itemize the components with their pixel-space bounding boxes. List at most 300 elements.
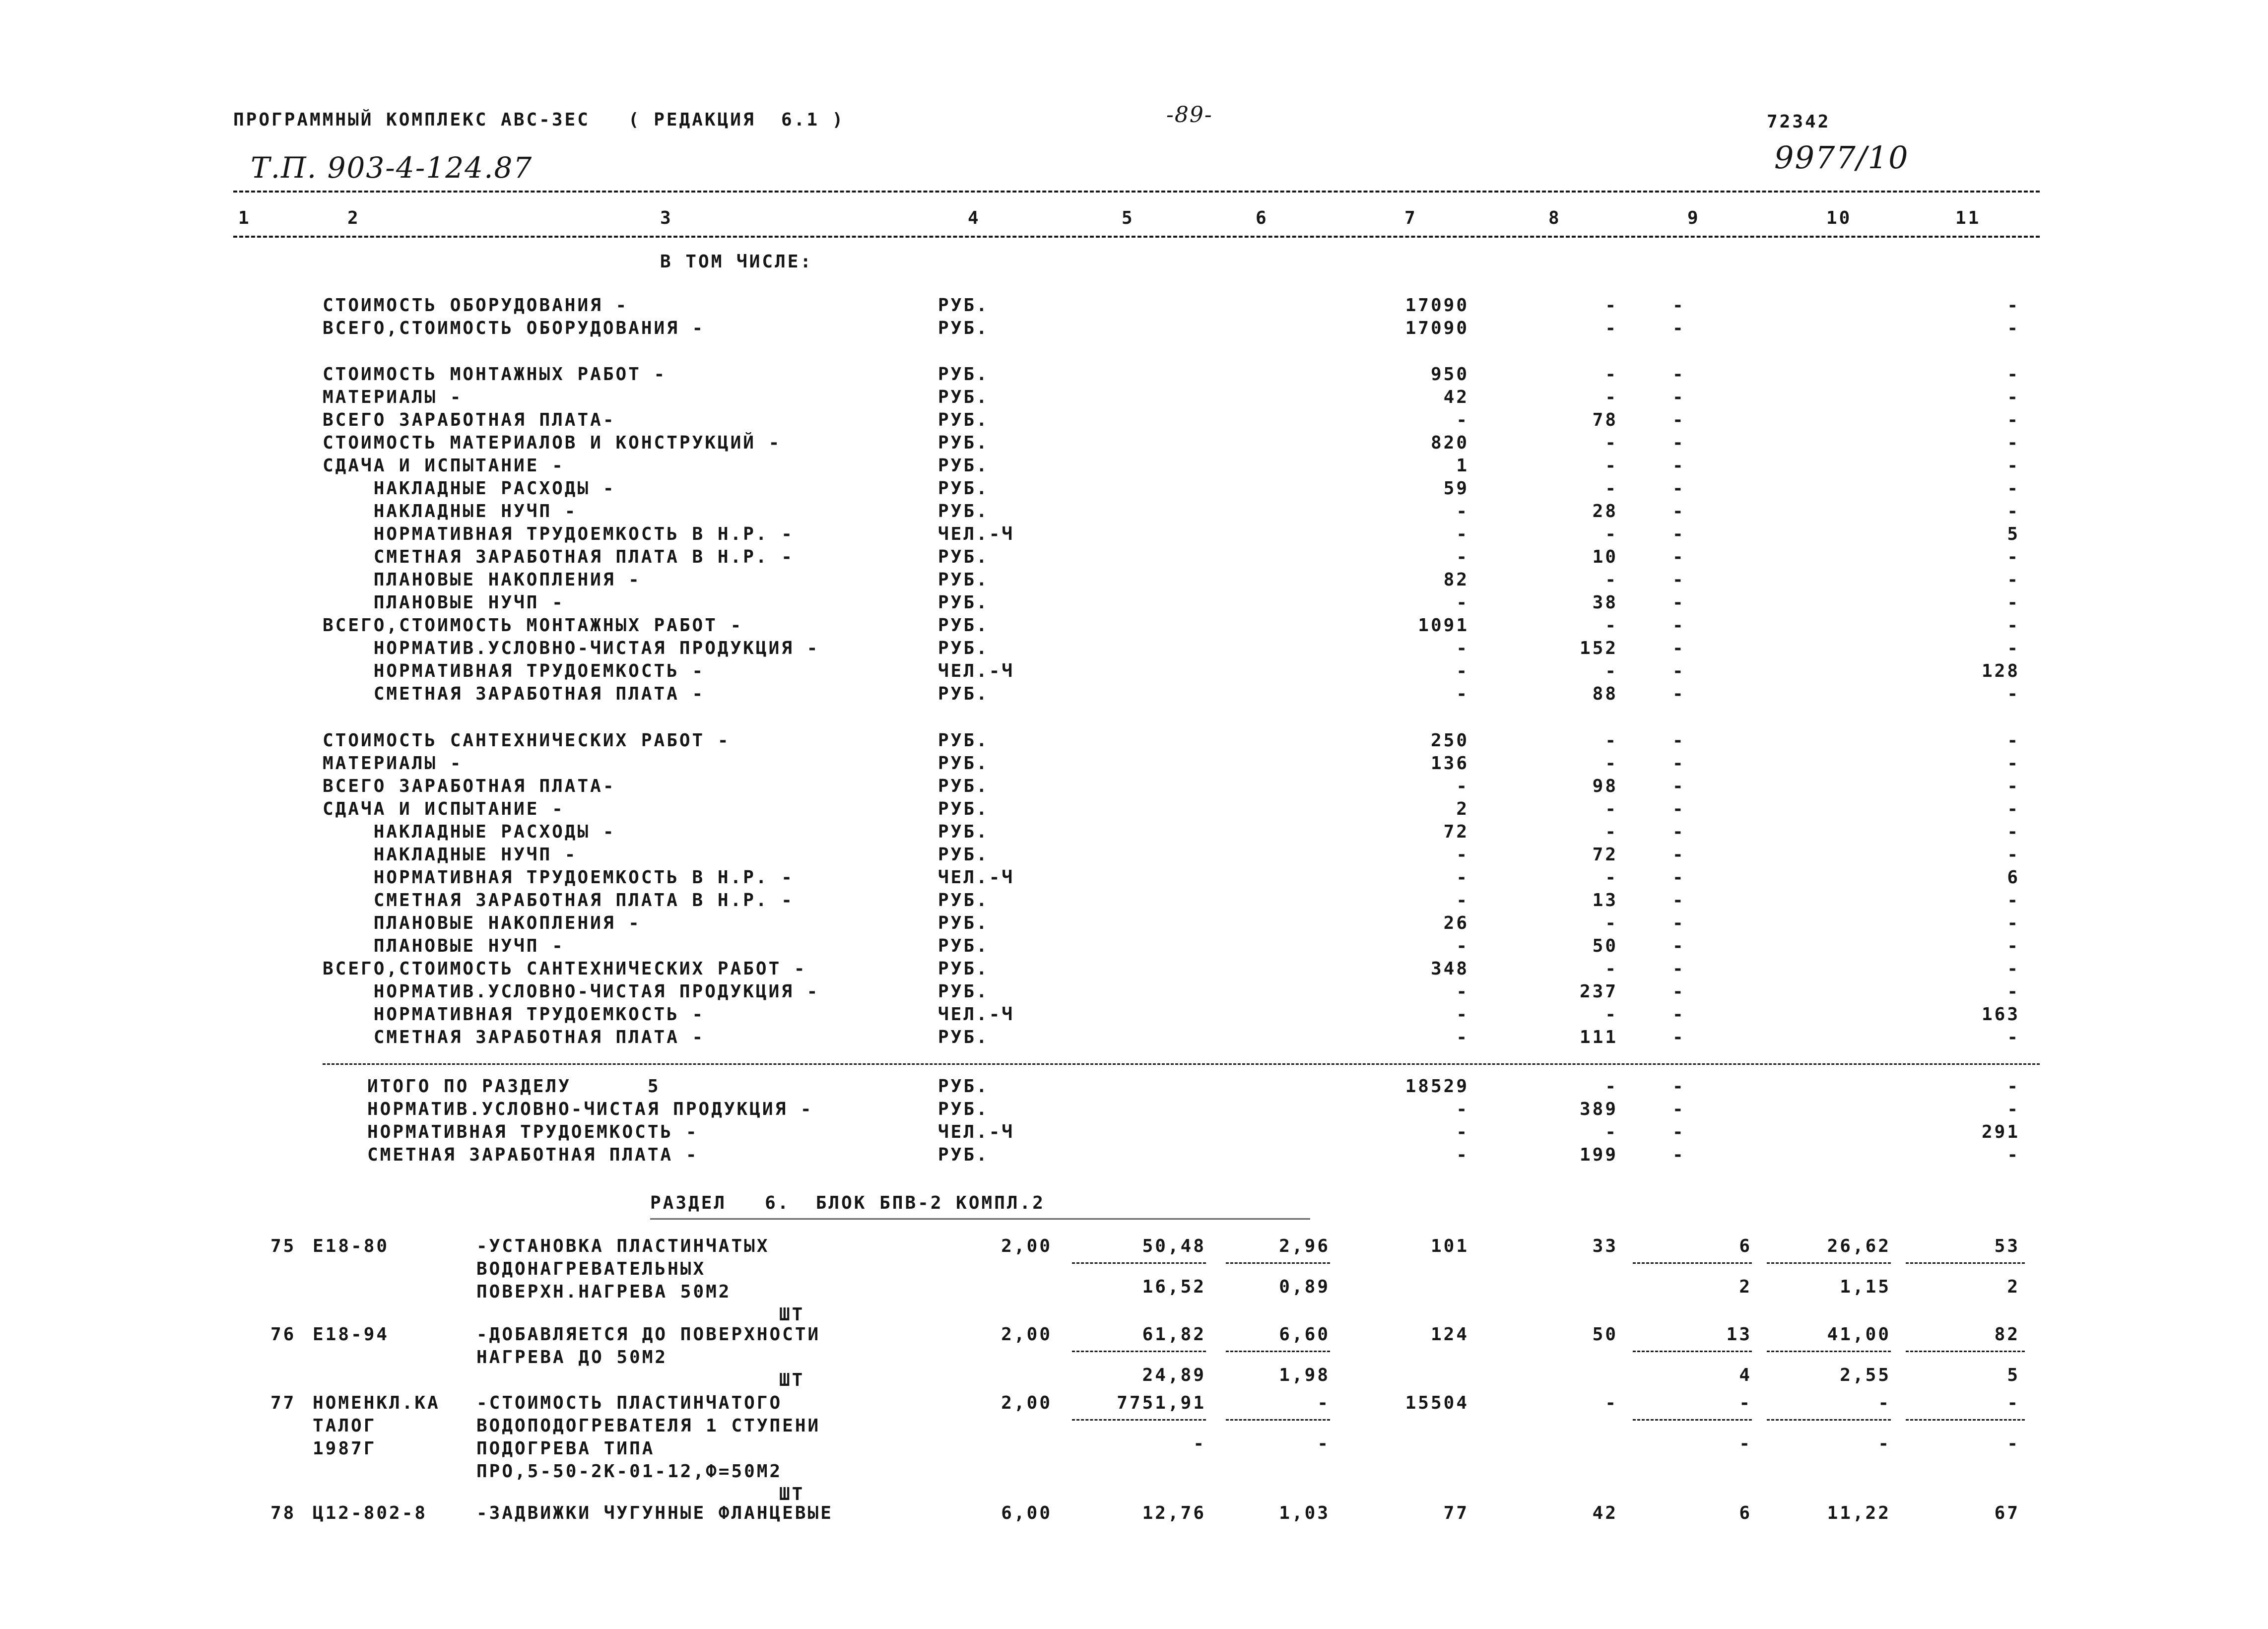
row-label: НАКЛАДНЫЕ РАСХОДЫ - — [323, 822, 616, 842]
cell-col11-sub: 5 — [2007, 1365, 2020, 1385]
cell-col7: - — [1456, 1004, 1469, 1025]
cell-col8: 42 — [1592, 1503, 1618, 1523]
cell-col11: - — [2007, 1076, 2020, 1097]
cell-qty: 2,00 — [1001, 1393, 1052, 1413]
cell-col9: - — [1672, 478, 1685, 499]
cell-col7: - — [1456, 410, 1469, 430]
cell-divider — [1767, 1351, 1891, 1352]
cell-col11: - — [2007, 981, 2020, 1002]
cell-col8: 152 — [1579, 638, 1618, 658]
cell-col9: - — [1672, 661, 1685, 681]
cell-col8: - — [1605, 615, 1618, 636]
cell-divider — [1072, 1351, 1206, 1352]
cell-divider — [1226, 1262, 1330, 1264]
column-number: 11 — [1955, 208, 1981, 228]
item-description: -СТОИМОСТЬ ПЛАСТИНЧАТОГО — [476, 1393, 783, 1413]
cell-col8: - — [1605, 913, 1618, 933]
cell-col11: 128 — [1981, 661, 2020, 681]
cell-col9: - — [1672, 615, 1685, 636]
item-description: ПОДОГРЕВА ТИПА — [476, 1438, 655, 1459]
project-code: Т.П. 903-4-124.87 — [251, 151, 533, 185]
doc-number: 72342 — [1767, 112, 1831, 132]
cell-col9: 13 — [1726, 1324, 1752, 1345]
cell-col11: - — [2007, 410, 2020, 430]
cell-col8: 33 — [1592, 1236, 1618, 1256]
row-label: ВСЕГО,СТОИМОСТЬ САНТЕХНИЧЕСКИХ РАБОТ - — [323, 959, 807, 979]
cell-col11: - — [2007, 730, 2020, 751]
cell-col8: - — [1605, 661, 1618, 681]
cell-col7: 59 — [1443, 478, 1469, 499]
row-label: ВСЕГО,СТОИМОСТЬ МОНТАЖНЫХ РАБОТ - — [323, 615, 743, 636]
row-label: СМЕТНАЯ ЗАРАБОТНАЯ ПЛАТА - — [323, 1027, 705, 1047]
cell-col7: - — [1456, 936, 1469, 956]
row-unit: РУБ. — [938, 799, 989, 819]
cell-col8: 111 — [1579, 1027, 1618, 1047]
cell-col7: - — [1456, 1145, 1469, 1165]
cell-divider — [1633, 1351, 1752, 1352]
cell-col9: - — [1672, 1004, 1685, 1025]
cell-col7: 124 — [1430, 1324, 1469, 1345]
cell-col7: 136 — [1430, 753, 1469, 774]
row-unit: РУБ. — [938, 456, 989, 476]
cell-col8: 389 — [1579, 1099, 1618, 1119]
column-number: 9 — [1687, 208, 1700, 228]
cell-col9-sub: 4 — [1739, 1365, 1752, 1385]
item-number: 75 — [270, 1236, 296, 1256]
cell-col7: - — [1456, 776, 1469, 796]
column-number: 8 — [1548, 208, 1561, 228]
cell-col10-sub: 2,55 — [1840, 1365, 1891, 1385]
cell-col11: - — [2007, 799, 2020, 819]
cell-col8: 72 — [1592, 845, 1618, 865]
cell-col7: 250 — [1430, 730, 1469, 751]
row-unit: РУБ. — [938, 295, 989, 316]
cell-col8: 10 — [1592, 547, 1618, 567]
item-number: 78 — [270, 1503, 296, 1523]
cell-col6-sub: - — [1317, 1434, 1330, 1454]
column-number: 3 — [660, 208, 673, 228]
cell-col7: 17090 — [1405, 295, 1469, 316]
cell-col8: - — [1605, 295, 1618, 316]
cell-col11: 53 — [1994, 1236, 2020, 1256]
cell-col11: - — [2007, 592, 2020, 613]
cell-col9: - — [1672, 959, 1685, 979]
cell-divider — [1633, 1262, 1752, 1264]
row-unit: РУБ. — [938, 638, 989, 658]
cell-qty: 6,00 — [1001, 1503, 1052, 1523]
row-label: НОРМАТИВ.УСЛОВНО-ЧИСТАЯ ПРОДУКЦИЯ - — [323, 638, 820, 658]
cell-col11-sub: - — [2007, 1434, 2020, 1454]
row-label: МАТЕРИАЛЫ - — [323, 387, 463, 407]
cell-col9-sub: 2 — [1739, 1277, 1752, 1297]
cell-col10-sub: - — [1878, 1434, 1891, 1454]
row-unit: РУБ. — [938, 592, 989, 613]
item-code: Е18-94 — [313, 1324, 390, 1345]
cell-col10-sub: 1,15 — [1840, 1277, 1891, 1297]
cell-col9: - — [1672, 730, 1685, 751]
cell-col7: 348 — [1430, 959, 1469, 979]
cell-col8: - — [1605, 1393, 1618, 1413]
item-code: Ц12-802-8 — [313, 1503, 428, 1523]
row-unit: РУБ. — [938, 822, 989, 842]
row-label: НОРМАТИВНАЯ ТРУДОЕМКОСТЬ В Н.Р. - — [323, 524, 794, 544]
cell-col8: 28 — [1592, 501, 1618, 521]
row-label: СТОИМОСТЬ ОБОРУДОВАНИЯ - — [323, 295, 629, 316]
cell-col8: - — [1605, 867, 1618, 888]
row-unit: РУБ. — [938, 318, 989, 338]
row-unit: ЧЕЛ.-Ч — [938, 1122, 1015, 1142]
cell-col8: 88 — [1592, 684, 1618, 704]
header-rule-top — [233, 191, 2040, 193]
column-number: 4 — [968, 208, 981, 228]
cell-col11: - — [2007, 684, 2020, 704]
column-number: 10 — [1826, 208, 1852, 228]
cell-col11: - — [2007, 753, 2020, 774]
program-title: ПРОГРАММНЫЙ КОМПЛЕКС АВС-3ЕС ( РЕДАКЦИЯ 6.1 ) — [233, 110, 845, 130]
cell-col11: - — [2007, 1393, 2020, 1413]
item-number: 77 — [270, 1393, 296, 1413]
cell-divider — [1767, 1419, 1891, 1421]
cell-col9: - — [1672, 364, 1685, 385]
row-unit: РУБ. — [938, 478, 989, 499]
cell-col9: - — [1672, 867, 1685, 888]
cell-col7: - — [1456, 981, 1469, 1002]
row-label: НОРМАТИВНАЯ ТРУДОЕМКОСТЬ В Н.Р. - — [323, 867, 794, 888]
cell-col9: - — [1672, 822, 1685, 842]
cell-col7: 820 — [1430, 433, 1469, 453]
cell-col11: - — [2007, 638, 2020, 658]
cell-col8: - — [1605, 318, 1618, 338]
row-label: ВСЕГО ЗАРАБОТНАЯ ПЛАТА- — [323, 410, 616, 430]
row-label: НОРМАТИВ.УСЛОВНО-ЧИСТАЯ ПРОДУКЦИЯ - — [323, 981, 820, 1002]
row-label: МАТЕРИАЛЫ - — [323, 753, 463, 774]
row-label: ПЛАНОВЫЕ НУЧП - — [323, 936, 565, 956]
row-label: НАКЛАДНЫЕ РАСХОДЫ - — [323, 478, 616, 499]
cell-col5: 61,82 — [1142, 1324, 1206, 1345]
row-unit: ЧЕЛ.-Ч — [938, 867, 1015, 888]
row-label: ПЛАНОВЫЕ НАКОПЛЕНИЯ - — [323, 913, 641, 933]
cell-col9: - — [1672, 684, 1685, 704]
row-label: ВСЕГО ЗАРАБОТНАЯ ПЛАТА- — [323, 776, 616, 796]
row-label: СТОИМОСТЬ МАТЕРИАЛОВ И КОНСТРУКЦИЙ - — [323, 433, 782, 453]
cell-col6-sub: 0,89 — [1279, 1277, 1330, 1297]
cell-col9: - — [1672, 387, 1685, 407]
item-unit: ШТ — [779, 1484, 805, 1504]
cell-col7: - — [1456, 1122, 1469, 1142]
cell-col8: 237 — [1579, 981, 1618, 1002]
cell-col9: - — [1672, 547, 1685, 567]
cell-col11: - — [2007, 913, 2020, 933]
item-code: ТАЛОГ — [313, 1416, 377, 1436]
item-code: Е18-80 — [313, 1236, 390, 1256]
cell-col11: 67 — [1994, 1503, 2020, 1523]
cell-col7: 82 — [1443, 570, 1469, 590]
row-label: ВСЕГО,СТОИМОСТЬ ОБОРУДОВАНИЯ - — [323, 318, 705, 338]
cell-col9: - — [1672, 295, 1685, 316]
cell-col11: - — [2007, 547, 2020, 567]
cell-col7: - — [1456, 547, 1469, 567]
cell-col9: - — [1672, 913, 1685, 933]
cell-col7: - — [1456, 638, 1469, 658]
cell-col8: - — [1605, 433, 1618, 453]
cell-col8: 13 — [1592, 890, 1618, 911]
cell-col6: 1,03 — [1279, 1503, 1330, 1523]
cell-col11: - — [2007, 387, 2020, 407]
item-description: ВОДОНАГРЕВАТЕЛЬНЫХ — [476, 1259, 706, 1279]
cell-col7: 77 — [1443, 1503, 1469, 1523]
item-code: 1987Г — [313, 1438, 377, 1459]
column-number: 1 — [238, 208, 251, 228]
cell-col9: - — [1672, 501, 1685, 521]
row-unit: РУБ. — [938, 387, 989, 407]
item-description: ПРО,5-50-2К-01-12,Ф=50М2 — [476, 1461, 783, 1482]
row-label: СТОИМОСТЬ САНТЕХНИЧЕСКИХ РАБОТ - — [323, 730, 731, 751]
row-label: СМЕТНАЯ ЗАРАБОТНАЯ ПЛАТА - — [323, 684, 705, 704]
row-unit: РУБ. — [938, 753, 989, 774]
cell-col7: - — [1456, 1099, 1469, 1119]
row-unit: РУБ. — [938, 776, 989, 796]
cell-col7: 1 — [1456, 456, 1469, 476]
row-unit: РУБ. — [938, 1145, 989, 1165]
cell-col11: - — [2007, 295, 2020, 316]
cell-col9: - — [1672, 570, 1685, 590]
cell-col11: - — [2007, 936, 2020, 956]
cell-col7: - — [1456, 867, 1469, 888]
cell-col7: 17090 — [1405, 318, 1469, 338]
cell-col11: 6 — [2007, 867, 2020, 888]
cell-col8: 98 — [1592, 776, 1618, 796]
cell-col8: - — [1605, 478, 1618, 499]
row-unit: ЧЕЛ.-Ч — [938, 661, 1015, 681]
cell-col9: - — [1672, 936, 1685, 956]
cell-col9: - — [1672, 1076, 1685, 1097]
cell-col9: - — [1672, 1027, 1685, 1047]
cell-col5-sub: 16,52 — [1142, 1277, 1206, 1297]
cell-qty: 2,00 — [1001, 1324, 1052, 1345]
cell-col8: - — [1605, 753, 1618, 774]
cell-divider — [1072, 1419, 1206, 1421]
row-label: НАКЛАДНЫЕ НУЧП - — [323, 501, 578, 521]
cell-col7: - — [1456, 684, 1469, 704]
cell-col9: - — [1672, 1099, 1685, 1119]
cell-col8: 50 — [1592, 1324, 1618, 1345]
cell-col11: - — [2007, 959, 2020, 979]
cell-col7: - — [1456, 524, 1469, 544]
row-unit: РУБ. — [938, 570, 989, 590]
cell-col9: - — [1672, 1122, 1685, 1142]
cell-col10: 26,62 — [1827, 1236, 1891, 1256]
cell-col8: - — [1605, 1004, 1618, 1025]
item-unit: ШТ — [779, 1304, 805, 1325]
item-description: ПОВЕРХН.НАГРЕВА 50М2 — [476, 1282, 732, 1302]
cell-col7: 2 — [1456, 799, 1469, 819]
cell-col7: - — [1456, 501, 1469, 521]
cell-col8: 78 — [1592, 410, 1618, 430]
row-label: СДАЧА И ИСПЫТАНИЕ - — [323, 456, 565, 476]
cell-col8: 38 — [1592, 592, 1618, 613]
column-number: 2 — [347, 208, 360, 228]
cell-col11: - — [2007, 615, 2020, 636]
row-unit: РУБ. — [938, 936, 989, 956]
row-label: СМЕТНАЯ ЗАРАБОТНАЯ ПЛАТА В Н.Р. - — [323, 547, 794, 567]
cell-col9: - — [1739, 1393, 1752, 1413]
cell-col8: - — [1605, 799, 1618, 819]
row-label: НОРМАТИВНАЯ ТРУДОЕМКОСТЬ - — [323, 661, 705, 681]
cell-col7: 26 — [1443, 913, 1469, 933]
cell-col11: - — [2007, 1145, 2020, 1165]
cell-col11: 291 — [1981, 1122, 2020, 1142]
cell-col6: 6,60 — [1279, 1324, 1330, 1345]
cell-col11: - — [2007, 890, 2020, 911]
cell-col9: - — [1672, 799, 1685, 819]
item-description: -ДОБАВЛЯЕТСЯ ДО ПОВЕРХНОСТИ — [476, 1324, 821, 1345]
row-label: ИТОГО ПО РАЗДЕЛУ 5 — [367, 1076, 661, 1097]
cell-col7: 950 — [1430, 364, 1469, 385]
cell-col8: 50 — [1592, 936, 1618, 956]
cell-divider — [1906, 1419, 2025, 1421]
cell-col9: - — [1672, 524, 1685, 544]
column-number: 6 — [1256, 208, 1268, 228]
row-unit: РУБ. — [938, 547, 989, 567]
row-unit: РУБ. — [938, 615, 989, 636]
section6-title: РАЗДЕЛ 6. БЛОК БПВ-2 КОМПЛ.2 — [650, 1193, 1045, 1213]
row-unit: РУБ. — [938, 1076, 989, 1097]
cell-col8: - — [1605, 730, 1618, 751]
column-number: 7 — [1404, 208, 1417, 228]
cell-col8: - — [1605, 456, 1618, 476]
cell-col11: - — [2007, 776, 2020, 796]
row-unit: РУБ. — [938, 913, 989, 933]
row-unit: ЧЕЛ.-Ч — [938, 524, 1015, 544]
cell-col7: - — [1456, 661, 1469, 681]
totals-rule — [323, 1063, 2040, 1065]
cell-col9: - — [1672, 433, 1685, 453]
item-description: -ЗАДВИЖКИ ЧУГУННЫЕ ФЛАНЦЕВЫЕ — [476, 1503, 833, 1523]
row-unit: РУБ. — [938, 1099, 989, 1119]
cell-divider — [1226, 1419, 1330, 1421]
row-unit: ЧЕЛ.-Ч — [938, 1004, 1015, 1025]
cell-col9: - — [1672, 638, 1685, 658]
cell-col11: 82 — [1994, 1324, 2020, 1345]
cell-divider — [1906, 1351, 2025, 1352]
cell-col7: 18529 — [1405, 1076, 1469, 1097]
cell-col10: 11,22 — [1827, 1503, 1891, 1523]
row-unit: РУБ. — [938, 501, 989, 521]
cell-col11: - — [2007, 822, 2020, 842]
cell-col10: 41,00 — [1827, 1324, 1891, 1345]
cell-col8: - — [1605, 387, 1618, 407]
cell-col9: 6 — [1739, 1503, 1752, 1523]
cell-col5: 7751,91 — [1117, 1393, 1206, 1413]
section-header: В ТОМ ЧИСЛЕ: — [660, 252, 813, 272]
cell-col11: - — [2007, 501, 2020, 521]
cell-col11: - — [2007, 570, 2020, 590]
cell-col7: 1091 — [1418, 615, 1469, 636]
row-unit: РУБ. — [938, 433, 989, 453]
item-number: 76 — [270, 1324, 296, 1345]
cell-qty: 2,00 — [1001, 1236, 1052, 1256]
cell-divider — [1767, 1262, 1891, 1264]
cell-col8: - — [1605, 822, 1618, 842]
row-unit: РУБ. — [938, 684, 989, 704]
item-description: НАГРЕВА ДО 50М2 — [476, 1347, 668, 1368]
cell-divider — [1906, 1262, 2025, 1264]
cell-col11: 5 — [2007, 524, 2020, 544]
cell-col9: - — [1672, 410, 1685, 430]
row-label: НОРМАТИВНАЯ ТРУДОЕМКОСТЬ - — [323, 1004, 705, 1025]
cell-col6-sub: 1,98 — [1279, 1365, 1330, 1385]
row-label: ПЛАНОВЫЕ НУЧП - — [323, 592, 565, 613]
cell-col7: 101 — [1430, 1236, 1469, 1256]
cell-col11-sub: 2 — [2007, 1277, 2020, 1297]
row-unit: РУБ. — [938, 845, 989, 865]
row-label: СДАЧА И ИСПЫТАНИЕ - — [323, 799, 565, 819]
cell-col11: - — [2007, 318, 2020, 338]
row-label: СМЕТНАЯ ЗАРАБОТНАЯ ПЛАТА - — [367, 1145, 699, 1165]
cell-col8: 199 — [1579, 1145, 1618, 1165]
cell-col8: - — [1605, 959, 1618, 979]
cell-col9: 6 — [1739, 1236, 1752, 1256]
cell-col7: - — [1456, 845, 1469, 865]
cell-col9: - — [1672, 592, 1685, 613]
row-label: НОРМАТИВ.УСЛОВНО-ЧИСТАЯ ПРОДУКЦИЯ - — [367, 1099, 813, 1119]
cell-col9: - — [1672, 753, 1685, 774]
item-description: -УСТАНОВКА ПЛАСТИНЧАТЫХ — [476, 1236, 770, 1256]
cell-col5-sub: - — [1193, 1434, 1206, 1454]
cell-col5: 50,48 — [1142, 1236, 1206, 1256]
cell-col9: - — [1672, 890, 1685, 911]
cell-col5-sub: 24,89 — [1142, 1365, 1206, 1385]
cell-col11: - — [2007, 1099, 2020, 1119]
cell-divider — [1072, 1262, 1206, 1264]
cell-col11: - — [2007, 478, 2020, 499]
cell-col8: - — [1605, 1122, 1618, 1142]
cell-col11: - — [2007, 364, 2020, 385]
cell-col5: 12,76 — [1142, 1503, 1206, 1523]
row-unit: РУБ. — [938, 1027, 989, 1047]
row-unit: РУБ. — [938, 981, 989, 1002]
cell-col9: - — [1672, 845, 1685, 865]
row-unit: РУБ. — [938, 730, 989, 751]
row-label: СМЕТНАЯ ЗАРАБОТНАЯ ПЛАТА В Н.Р. - — [323, 890, 794, 911]
cell-col8: - — [1605, 1076, 1618, 1097]
cell-col9: - — [1672, 1145, 1685, 1165]
cell-col9: - — [1672, 456, 1685, 476]
item-code: НОМЕНКЛ.КА — [313, 1393, 440, 1413]
row-label: НАКЛАДНЫЕ НУЧП - — [323, 845, 578, 865]
item-unit: ШТ — [779, 1370, 805, 1390]
cell-col11: - — [2007, 1027, 2020, 1047]
cell-col7: - — [1456, 890, 1469, 911]
cell-col9: - — [1672, 981, 1685, 1002]
row-unit: РУБ. — [938, 364, 989, 385]
cell-col7: - — [1456, 1027, 1469, 1047]
row-label: СТОИМОСТЬ МОНТАЖНЫХ РАБОТ - — [323, 364, 667, 385]
cell-col10: - — [1878, 1393, 1891, 1413]
page-number: -89- — [1166, 102, 1213, 128]
cell-col11: - — [2007, 845, 2020, 865]
sheet-code: 9977/10 — [1774, 139, 1909, 176]
cell-col11: - — [2007, 456, 2020, 476]
row-label: НОРМАТИВНАЯ ТРУДОЕМКОСТЬ - — [367, 1122, 699, 1142]
cell-col7: 15504 — [1405, 1393, 1469, 1413]
cell-divider — [1633, 1419, 1752, 1421]
row-unit: РУБ. — [938, 890, 989, 911]
cell-col8: - — [1605, 524, 1618, 544]
row-label: ПЛАНОВЫЕ НАКОПЛЕНИЯ - — [323, 570, 641, 590]
cell-col8: - — [1605, 570, 1618, 590]
cell-col8: - — [1605, 364, 1618, 385]
